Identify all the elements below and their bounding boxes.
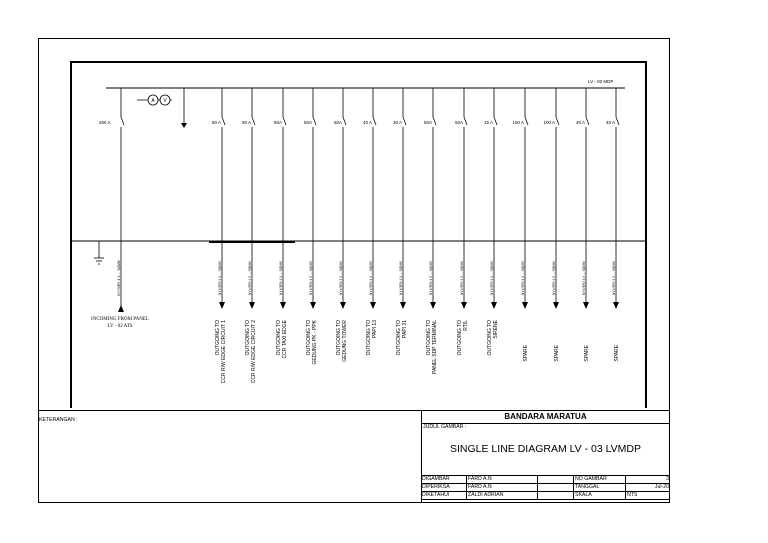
titleblock-col-1 bbox=[466, 475, 467, 499]
no-gambar-label: NO GAMBAR bbox=[575, 476, 607, 482]
feeder-cable: NYY/3RV 4 X ... SQMM bbox=[218, 261, 222, 295]
feeder-label-line1: OUTGOING TO bbox=[426, 320, 432, 356]
feeder-label-line2: GEDUNG PK - PPK bbox=[312, 320, 318, 365]
feeder-arrow-icon bbox=[522, 302, 528, 309]
feeder-arrow-icon bbox=[430, 302, 436, 309]
feeder-label-line1: OUTGOING TO bbox=[336, 320, 342, 356]
feeder-rating: 15 A bbox=[483, 120, 493, 125]
feeder-9 bbox=[455, 88, 469, 355]
feeder-arrow-icon bbox=[553, 302, 559, 309]
incoming-label-line2: LV - 02 ATS bbox=[107, 324, 133, 329]
feeder-label-line2: CCR TAXI EDGE bbox=[282, 320, 288, 359]
feeder-label-line1: SPARE bbox=[584, 345, 590, 362]
panel-label: LV - 03 MDP bbox=[588, 79, 614, 84]
ammeter-label: A bbox=[151, 98, 155, 104]
incoming-cable-label: NYY/3RV 4 X ... SQMM bbox=[117, 260, 121, 296]
feeder-label-line1: OUTGOING TO bbox=[306, 320, 312, 356]
feeder-rating: 50 A bbox=[241, 120, 251, 125]
feeder-rating: 40 A bbox=[605, 120, 615, 125]
feeder-breaker-switch bbox=[494, 117, 497, 125]
incoming-breaker-rating: 250 A bbox=[99, 120, 111, 125]
feeder-breaker-switch bbox=[616, 117, 619, 125]
feeder-cable: NYY/3RV 4 X ... SQMM bbox=[309, 261, 313, 295]
incoming-breaker-switch bbox=[121, 117, 124, 125]
feeder-arrow-icon bbox=[400, 302, 406, 309]
feeder-cable: NYY/3RV 4 X ... SQMM bbox=[552, 261, 556, 295]
feeder-arrow-icon bbox=[491, 302, 497, 309]
digambar-value: FARD A.N bbox=[468, 476, 492, 482]
feeder-arrow-icon bbox=[461, 302, 467, 309]
no-gambar-value: 3 bbox=[666, 476, 669, 482]
feeder-cable: NYY/3RV 4 X ... SQMM bbox=[248, 261, 252, 295]
feeder-rating: 150 A bbox=[512, 120, 524, 125]
feeder-breaker-switch bbox=[586, 117, 589, 125]
judul-label: JUDUL GAMBAR : bbox=[423, 424, 467, 430]
feeder-breaker-switch bbox=[464, 117, 467, 125]
feeder-cable: NYY/3RV 4 X ... SQMM bbox=[612, 261, 616, 295]
feeder-label-line2: PAPI 31 bbox=[402, 320, 408, 338]
feeder-arrow-icon bbox=[613, 302, 619, 309]
feeder-1 bbox=[212, 88, 227, 383]
feeder-rating: 50 A bbox=[211, 120, 221, 125]
feeder-label-line1: SPARE bbox=[554, 345, 560, 362]
feeder-rating: 30 A bbox=[392, 120, 402, 125]
feeder-rating: 100 A bbox=[543, 120, 555, 125]
feeder-label-line2: CCR R/W EDGE CIRCUIT 2 bbox=[251, 320, 257, 384]
feeder-cable: NYY/3RV 4 X ... SQMM bbox=[490, 261, 494, 295]
feeder-6 bbox=[363, 88, 378, 355]
feeder-label-line2: CCR R/W EDGE CIRCUIT 1 bbox=[221, 320, 227, 384]
feeder-14 bbox=[606, 88, 620, 362]
feeder-label-line1: SPARE bbox=[523, 345, 529, 362]
company-name: BANDARA MARATUA bbox=[504, 412, 587, 421]
feeder-label-line1: OUTGOING TO bbox=[215, 320, 221, 356]
feeder-12 bbox=[543, 88, 560, 362]
drawing-title: SINGLE LINE DIAGRAM LV - 03 LVMDP bbox=[450, 443, 641, 455]
feeder-4 bbox=[304, 88, 318, 364]
titleblock-line-5 bbox=[421, 499, 670, 500]
feeder-rating: 50A bbox=[273, 120, 282, 125]
feeder-10 bbox=[484, 88, 499, 355]
feeder-8 bbox=[424, 88, 438, 374]
titleblock-col-3 bbox=[573, 475, 574, 499]
feeder-arrow-icon bbox=[370, 302, 376, 309]
feeder-breaker-switch bbox=[525, 117, 528, 125]
diperiksa-label: DIPERIKSA bbox=[422, 484, 450, 490]
feeder-label-line2: RTIL bbox=[463, 320, 469, 331]
incoming-arrow bbox=[118, 305, 124, 312]
skala-value: NTS bbox=[627, 492, 638, 498]
feeder-breaker-switch bbox=[252, 117, 255, 125]
feeder-label-line1: OUTGOING TO bbox=[276, 320, 282, 356]
feeder-cable: NYY/3RV 4 X ... SQMM bbox=[399, 261, 403, 295]
feeder-arrow-icon bbox=[280, 302, 286, 309]
feeder-arrow-icon bbox=[583, 302, 589, 309]
feeder-7 bbox=[393, 88, 408, 355]
ground-icon bbox=[94, 241, 104, 264]
feeder-arrow-icon bbox=[249, 302, 255, 309]
feeder-11 bbox=[512, 88, 529, 362]
feeder-cable: NYY/3RV 4 X ... SQMM bbox=[279, 261, 283, 295]
titleblock-top-border bbox=[38, 410, 670, 411]
diperiksa-value: FARD A.N bbox=[468, 484, 492, 490]
feeder-5 bbox=[334, 88, 348, 362]
tanggal-label: TANGGAL bbox=[575, 484, 600, 490]
feeder-breaker-switch bbox=[556, 117, 559, 125]
feeder-13 bbox=[576, 88, 590, 362]
feeder-arrow-icon bbox=[219, 302, 225, 309]
feeder-cable: NYY/3RV 4 X ... SQMM bbox=[460, 261, 464, 295]
feeder-breaker-switch bbox=[373, 117, 376, 125]
skala-label: SKALA bbox=[575, 492, 592, 498]
feeder-rating: 40 A bbox=[362, 120, 372, 125]
feeder-3 bbox=[274, 88, 288, 358]
meters bbox=[137, 95, 172, 105]
disetujui-label: DIKETAHUI bbox=[422, 492, 450, 498]
feeder-label-line1: OUTGOING TO bbox=[396, 320, 402, 356]
feeder-breaker-switch bbox=[403, 117, 406, 125]
feeder-label-line1: OUTGOING TO bbox=[457, 320, 463, 356]
feeder-label-line1: SPARE bbox=[614, 345, 620, 362]
feeder-2 bbox=[242, 88, 257, 383]
feeder-label-line1: OUTGOING TO bbox=[366, 320, 372, 356]
tanggal-value: Jul-20 bbox=[654, 484, 669, 490]
feeder-label-line1: OUTGOING TO bbox=[245, 320, 251, 356]
feeder-label-line1: OUTGOING TO bbox=[487, 320, 493, 356]
feeder-breaker-switch bbox=[433, 117, 436, 125]
digambar-label: DIGAMBAR bbox=[422, 476, 450, 482]
feeder-label-line2: PAPI 13 bbox=[372, 320, 378, 338]
incoming-label-line1: INCOMING FROM PANEL bbox=[91, 317, 149, 322]
outgoing-feeders bbox=[212, 88, 620, 383]
feeder-cable: NYY/3RV 4 X ... SQMM bbox=[339, 261, 343, 295]
feeder-label-line2: PANEL SDP TERMINAL bbox=[432, 320, 438, 374]
feeder-breaker-switch bbox=[283, 117, 286, 125]
feeder-breaker-switch bbox=[343, 117, 346, 125]
feeder-arrow-icon bbox=[340, 302, 346, 309]
feeder-rating: 40 A bbox=[575, 120, 585, 125]
feeder-label-line2: SIRENE bbox=[493, 320, 499, 339]
feeder-cable: NYY/3RV 4 X ... SQMM bbox=[369, 261, 373, 295]
feeder-breaker-switch bbox=[222, 117, 225, 125]
disetujui-value: ZALDI ADRIAN bbox=[468, 492, 504, 498]
feeder-cable: NYY/3RV 4 X ... SQMM bbox=[521, 261, 525, 295]
feeder-rating: 50A bbox=[333, 120, 342, 125]
feeder-breaker-switch bbox=[313, 117, 316, 125]
keterangan-label: KETERANGAN : bbox=[39, 417, 78, 423]
voltmeter-label: V bbox=[163, 98, 167, 104]
titleblock-col-2 bbox=[537, 475, 538, 499]
feeder-cable: NYY/3RV 4 X ... SQMM bbox=[582, 261, 586, 295]
surge-arrester-icon bbox=[181, 88, 187, 128]
incoming-feeder bbox=[91, 88, 149, 329]
feeder-cable: NYY/3RV 4 X ... SQMM bbox=[429, 261, 433, 295]
feeder-rating: 50A bbox=[423, 120, 432, 125]
feeder-rating: 50A bbox=[454, 120, 463, 125]
feeder-label-line2: GEDUNG TOWER bbox=[342, 320, 348, 362]
feeder-rating: 50A bbox=[303, 120, 312, 125]
feeder-arrow-icon bbox=[310, 302, 316, 309]
